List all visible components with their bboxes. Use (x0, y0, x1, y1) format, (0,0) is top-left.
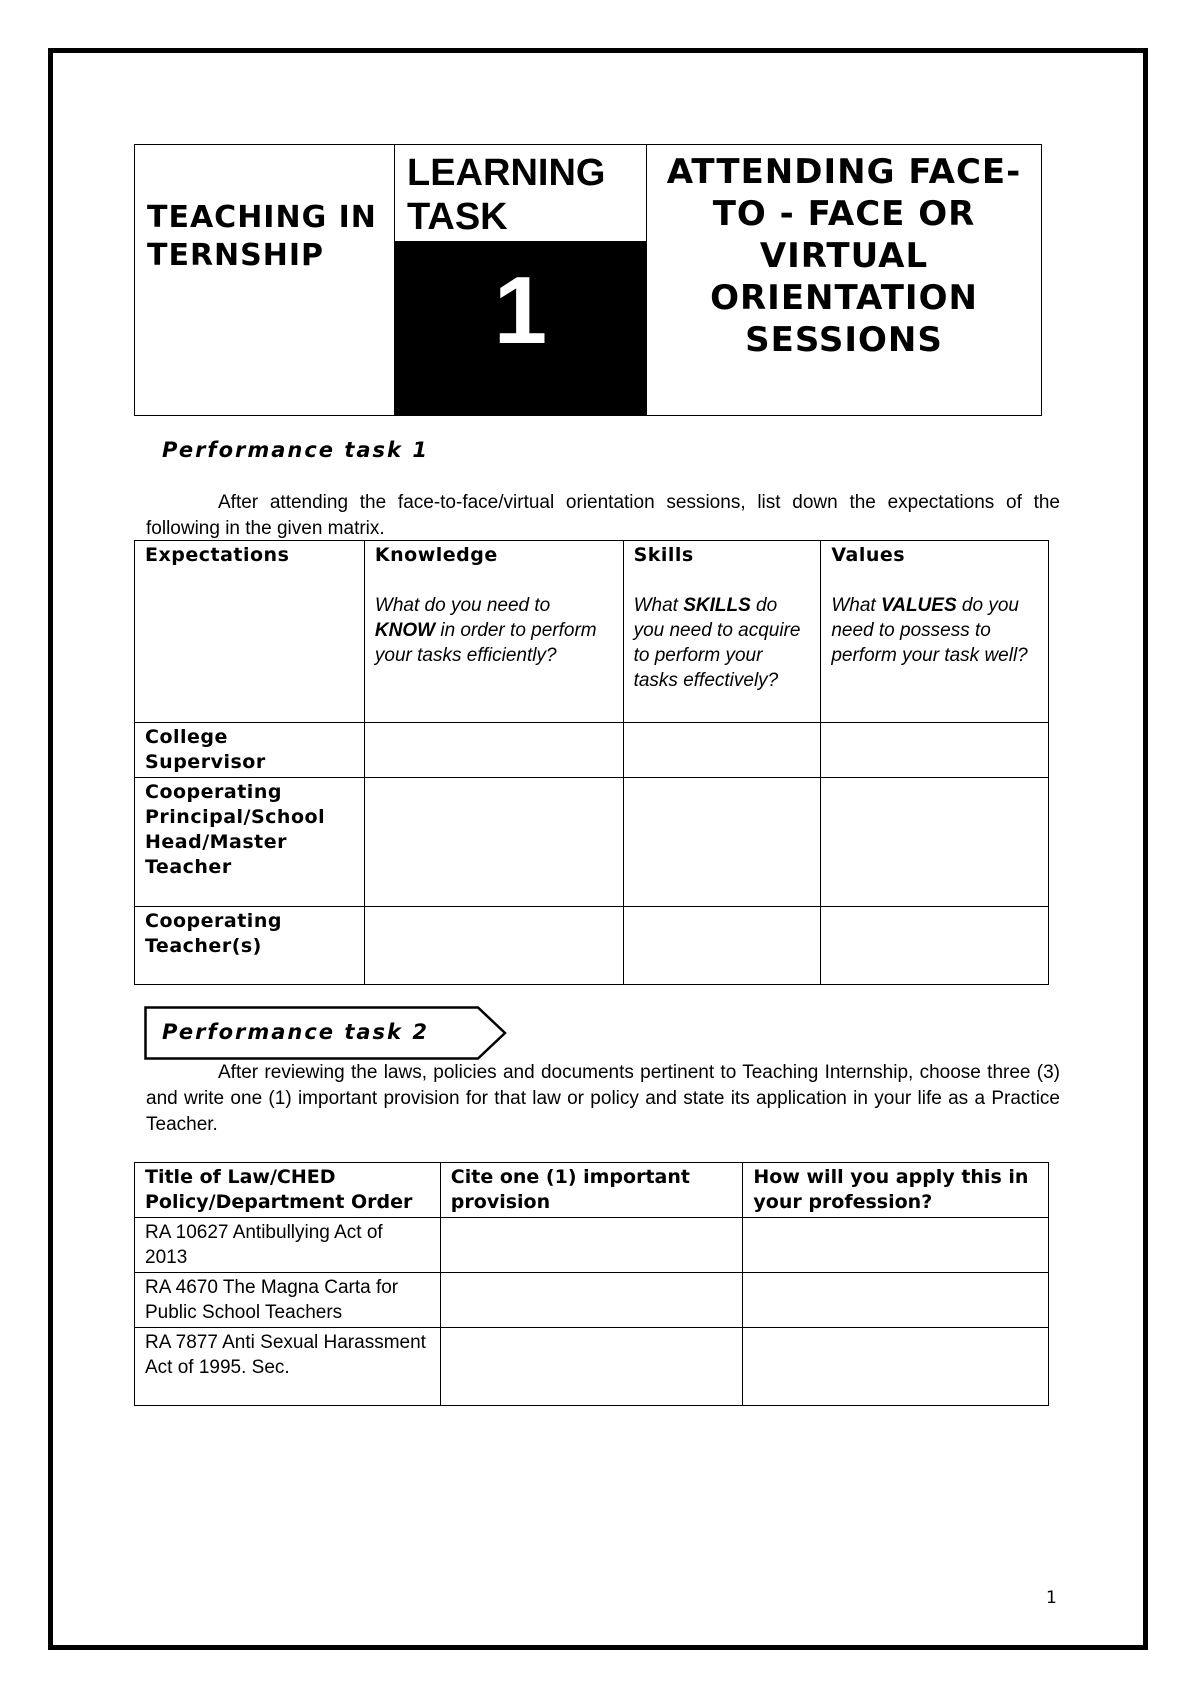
task-2-instructions-text: After reviewing the laws, policies and documents pertinent to Teaching Internship, choose three (3) and write one (1) important provision for that law or policy and state its application in your life as a Practice Teacher. (146, 1062, 1060, 1135)
page-number: 1 (1046, 1588, 1057, 1608)
row-label: Cooperating Teacher(s) (145, 910, 282, 957)
task-cell (395, 145, 647, 415)
header-cell (364, 541, 623, 723)
answer-cell[interactable] (440, 1218, 743, 1273)
performance-task-1-heading: Performance task 1 (162, 438, 429, 462)
application-header: How will you apply this in your profession? (753, 1166, 1029, 1213)
row-label-cell (135, 907, 365, 985)
law-title-header: Title of Law/CHED Policy/Department Order (145, 1166, 413, 1213)
law-cell (135, 1328, 441, 1406)
task-2-instructions (146, 1060, 1060, 1138)
provision-header: Cite one (1) important provision (450, 1166, 690, 1213)
subject-cell (135, 145, 395, 415)
answer-cell[interactable] (743, 1218, 1049, 1273)
row-label: Cooperating Principal/School Head/Master Teacher (145, 781, 326, 878)
table-row (135, 778, 1049, 907)
performance-task-2-heading: Performance task 2 (162, 1020, 429, 1044)
values-header: Values (831, 544, 906, 566)
answer-cell[interactable] (743, 1273, 1049, 1328)
subject-title: TEACHING INTERNSHIP (147, 200, 377, 273)
knowledge-header: Knowledge (374, 544, 498, 566)
law-cell (135, 1273, 441, 1328)
header-cell (743, 1163, 1049, 1218)
table-header-row (135, 1163, 1049, 1218)
row-label: College Supervisor (145, 726, 266, 773)
skills-question: What SKILLS do you need to acquire to perform your tasks effectively? (633, 595, 801, 691)
table-header-row (135, 541, 1049, 723)
answer-cell[interactable] (623, 778, 821, 907)
answer-cell[interactable] (623, 723, 821, 778)
task-label: LEARNING TASK (407, 152, 606, 238)
answer-cell[interactable] (821, 723, 1049, 778)
skills-header: Skills (633, 544, 694, 566)
learning-task-header (134, 144, 1042, 416)
answer-cell[interactable] (364, 907, 623, 985)
table-row (135, 723, 1049, 778)
laws-policies-table (134, 1162, 1049, 1406)
header-cell (821, 541, 1049, 723)
answer-cell[interactable] (821, 907, 1049, 985)
table-row (135, 1273, 1049, 1328)
table-row (135, 1218, 1049, 1273)
task-1-instructions-text: After attending the face-to-face/virtual orientation sessions, list down the expectations of the following in the given matrix. (146, 492, 1060, 539)
task-title: ATTENDING FACE- TO - FACE OR VIRTUAL ORIENTATION SESSIONS (666, 152, 1022, 360)
answer-cell[interactable] (364, 778, 623, 907)
law-title: RA 10627 Antibullying Act of 2013 (145, 1222, 383, 1268)
header-cell (623, 541, 821, 723)
answer-cell[interactable] (440, 1273, 743, 1328)
task-number: 1 (493, 257, 548, 364)
task-1-instructions (146, 490, 1060, 542)
answer-cell[interactable] (364, 723, 623, 778)
values-question: What VALUES do you need to possess to perform your task well? (831, 595, 1028, 666)
expectations-header: Expectations (145, 544, 290, 566)
answer-cell[interactable] (821, 778, 1049, 907)
header-cell (135, 541, 365, 723)
answer-cell[interactable] (743, 1328, 1049, 1406)
law-cell (135, 1218, 441, 1273)
answer-cell[interactable] (440, 1328, 743, 1406)
answer-cell[interactable] (623, 907, 821, 985)
table-row (135, 1328, 1049, 1406)
knowledge-question: What do you need to KNOW in order to perform your tasks efficiently? (374, 595, 597, 666)
task-number-block (395, 241, 646, 416)
row-label-cell (135, 723, 365, 778)
expectations-table (134, 540, 1049, 985)
row-label-cell (135, 778, 365, 907)
header-cell (135, 1163, 441, 1218)
table-row (135, 907, 1049, 985)
title-cell (647, 145, 1041, 415)
law-title: RA 4670 The Magna Carta for Public School Teachers (145, 1277, 399, 1323)
law-title: RA 7877 Anti Sexual Harassment Act of 1995. Sec. (145, 1332, 426, 1378)
header-cell (440, 1163, 743, 1218)
